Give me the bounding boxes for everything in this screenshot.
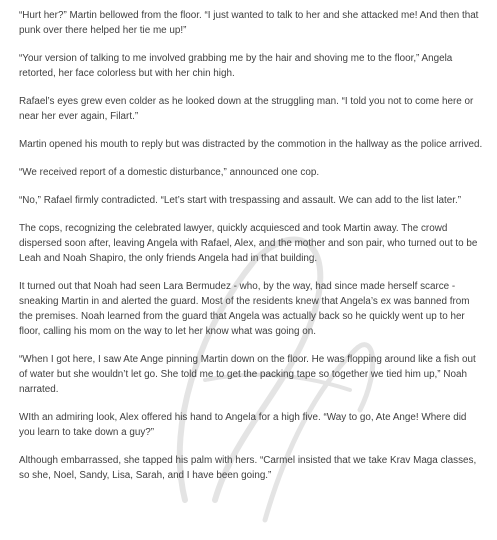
paragraph-3: Rafael’s eyes grew even colder as he looked down at the struggling man. “I told you not to come here or near her ever again, Filart.” [19,96,474,122]
paragraph-9: “When I got here, I saw Ate Ange pinning Martin down on the floor. He was flopping around like a fish out of water but she wouldn’t let go. She told me to get the packing tape so together we tied him up,” Noah narrated. [19,354,476,395]
paragraph-11: Although embarrassed, she tapped his palm with hers. “Carmel insisted that we take Krav Maga classes, so she, Noel, Sandy, Lisa, Sarah, and I have been going.” [19,455,477,481]
paragraph-8: It turned out that Noah had seen Lara Bermudez - who, by the way, had since made herself scarce - sneaking Martin in and alerted the guard. Most of the residents knew that Angela’s ex was banned from the premises. Noah learned from the guard that Angela was actually back so he quickly went up to her floor, calling his mom on the way to let her know what was going on. [19,281,470,337]
paragraph-5: “We received report of a domestic disturbance,” announced one cop. [19,167,320,178]
paragraph-6: “No,” Rafael firmly contradicted. “Let’s start with trespassing and assault. We can add to the list later.” [19,195,462,206]
paragraph-1: “Hurt her?” Martin bellowed from the floor. “I just wanted to talk to her and she attacked me! And then that punk over there helped her tie me up!” [19,10,479,36]
paragraph-4: Martin opened his mouth to reply but was distracted by the commotion in the hallway as the police arrived. [19,139,483,150]
paragraph-7: The cops, recognizing the celebrated lawyer, quickly acquiesced and took Martin away. The crowd dispersed soon after, leaving Angela with Rafael, Alex, and the mother and son pair, who turned out to be Leah and Noah Shapiro, the only friends Angela had in that building. [19,223,478,264]
document-body [19,8,485,496]
paragraph-10: WIth an admiring look, Alex offered his hand to Angela for a high five. “Way to go, Ate Ange! Where did you learn to take down a guy?” [19,412,467,438]
paragraph-2: “Your version of talking to me involved grabbing me by the hair and shoving me to the floor,” Angela retorted, her face colorless but with her chin high. [19,53,453,79]
